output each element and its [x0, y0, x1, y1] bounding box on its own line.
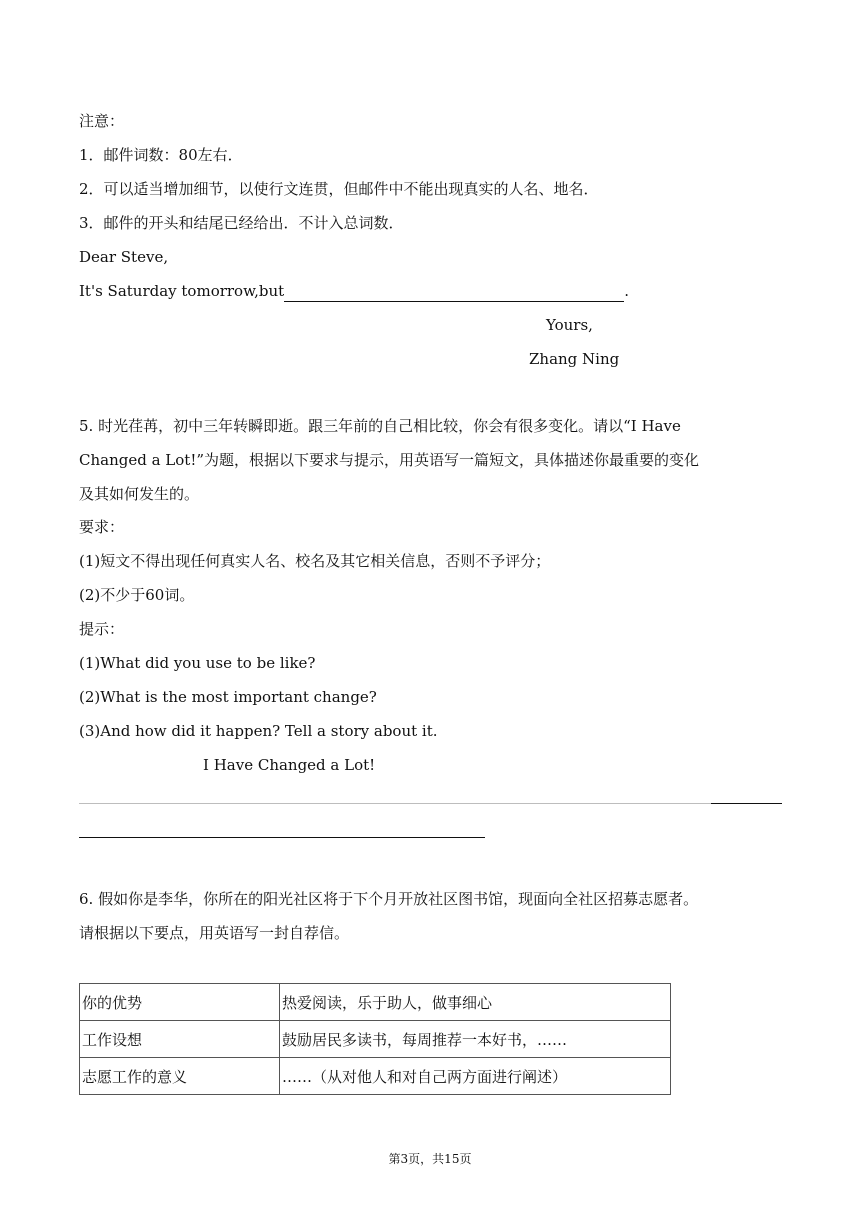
- q5-prompt-line-3: 及其如何发生的。: [79, 485, 200, 503]
- q6-prompt-line-2: 请根据以下要点，用英语写一封自荐信。: [79, 924, 350, 942]
- q5-requirement-1: (1)短文不得出现任何真实人名、校名及其它相关信息，否则不予评分；: [79, 552, 551, 570]
- letter-end-mark: .: [624, 282, 629, 300]
- letter-signature: Zhang Ning: [529, 350, 620, 368]
- q5-hint-2: (2)What is the most important change?: [79, 688, 377, 706]
- page-footer: 第3页，共15页: [388, 1152, 472, 1166]
- q5-hint-1: (1)What did you use to be like?: [79, 654, 316, 672]
- notes-heading: 注意：: [79, 112, 125, 130]
- table-cell-key: 工作设想: [80, 1021, 280, 1058]
- note-item-3: 3．邮件的开头和结尾已经给出．不计入总词数．: [79, 214, 404, 232]
- note-item-2: 2．可以适当增加细节，以使行文连贯，但邮件中不能出现真实的人名、地名．: [79, 180, 599, 198]
- writing-line-second: [79, 837, 485, 838]
- letter-closing: Yours,: [546, 316, 593, 334]
- q5-essay-title: I Have Changed a Lot!: [203, 756, 376, 774]
- writing-line-end: [711, 803, 782, 804]
- table-row: [80, 1058, 671, 1095]
- table-row: [80, 1021, 671, 1058]
- note-item-1: 1．邮件词数：80左右．: [79, 146, 243, 164]
- table-row: [80, 984, 671, 1021]
- q5-hint-3: (3)And how did it happen? Tell a story about it.: [79, 722, 438, 740]
- letter-opening-text: It's Saturday tomorrow,but: [79, 282, 285, 300]
- q5-requirements-heading: 要求：: [79, 518, 125, 536]
- writing-line-thin: [79, 803, 711, 804]
- q5-prompt-line-2: Changed a Lot!”为题，根据以下要求与提示，用英语写一篇短文，具体描述你最重要的变化: [79, 451, 700, 469]
- letter-greeting: Dear Steve,: [79, 248, 169, 266]
- letter-opening-line: [79, 280, 629, 302]
- q5-hints-heading: 提示：: [79, 620, 125, 638]
- q5-prompt-line-1: 5. 时光荏苒，初中三年转瞬即逝。跟三年前的自己相比较，你会有很多变化。请以“I Have: [79, 417, 681, 435]
- table-cell-value: ……（从对他人和对自己两方面进行阐述）: [280, 1058, 671, 1095]
- q6-prompt-line-1: 6. 假如你是李华，你所在的阳光社区将于下个月开放社区图书馆，现面向全社区招募志愿者。: [79, 890, 699, 908]
- answer-blank-line: [284, 284, 624, 302]
- points-table: [79, 983, 671, 1095]
- q5-requirement-2: (2)不少于60词。: [79, 586, 195, 604]
- table-cell-key: 志愿工作的意义: [80, 1058, 280, 1095]
- table-cell-value: 热爱阅读，乐于助人，做事细心: [280, 984, 671, 1021]
- table-cell-key: 你的优势: [80, 984, 280, 1021]
- table-cell-value: 鼓励居民多读书，每周推荐一本好书，……: [280, 1021, 671, 1058]
